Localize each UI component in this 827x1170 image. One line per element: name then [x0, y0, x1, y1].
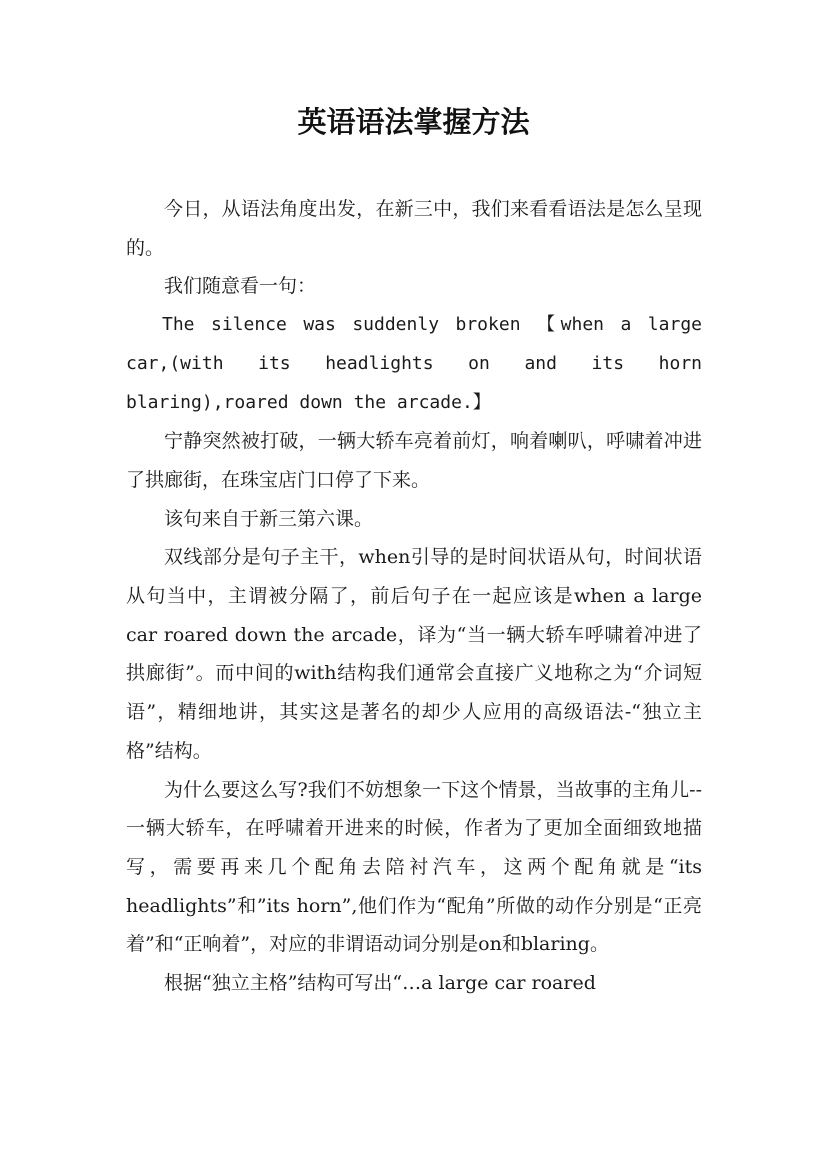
paragraph-intro: 今日，从语法角度出发，在新三中，我们来看看语法是怎么呈现的。 [126, 198, 702, 259]
paragraph-example-sentence: The silence was suddenly broken 【when a large car,(with its headlights on and its horn blaring),roared down the arcade.】 [126, 314, 702, 413]
paragraph-analysis: 双线部分是句子主干，when引导的是时间状语从句，时间状语从句当中，主谓被分隔了，前后句子在一起应该是when a large car roared down the arcade，译为“当一辆大轿车呼啸着冲进了拱廊街”。而中间的with结构我们通常会直接广义地称之为“介词短语”，精细地讲，其实这是著名的却少人应用的高级语法-“独立主格”结构。 [126, 546, 702, 762]
paragraph-conclusion: 根据“独立主格”结构可写出“…a large car roared [164, 972, 596, 995]
document-body [126, 190, 702, 1003]
paragraph-translation: 宁静突然被打破，一辆大轿车亮着前灯，响着喇叭，呼啸着冲进了拱廊街，在珠宝店门口停了下来。 [126, 430, 702, 491]
document-title: 英语语法掌握方法 [297, 105, 530, 139]
paragraph-source: 该句来自于新三第六课。 [164, 507, 374, 530]
paragraph-why: 为什么要这么写?我们不妨想象一下这个情景，当故事的主角儿--一辆大轿车，在呼啸着开进来的时候，作者为了更加全面细致地描写，需要再来几个配角去陪衬汽车，这两个配角就是“its headlights”和”its horn”,他们作为“配角”所做的动作分别是“正亮着”和“正响着”，对应的非谓语动词分别是on和blaring。 [126, 778, 702, 956]
paragraph-lead-in: 我们随意看一句： [164, 275, 317, 298]
